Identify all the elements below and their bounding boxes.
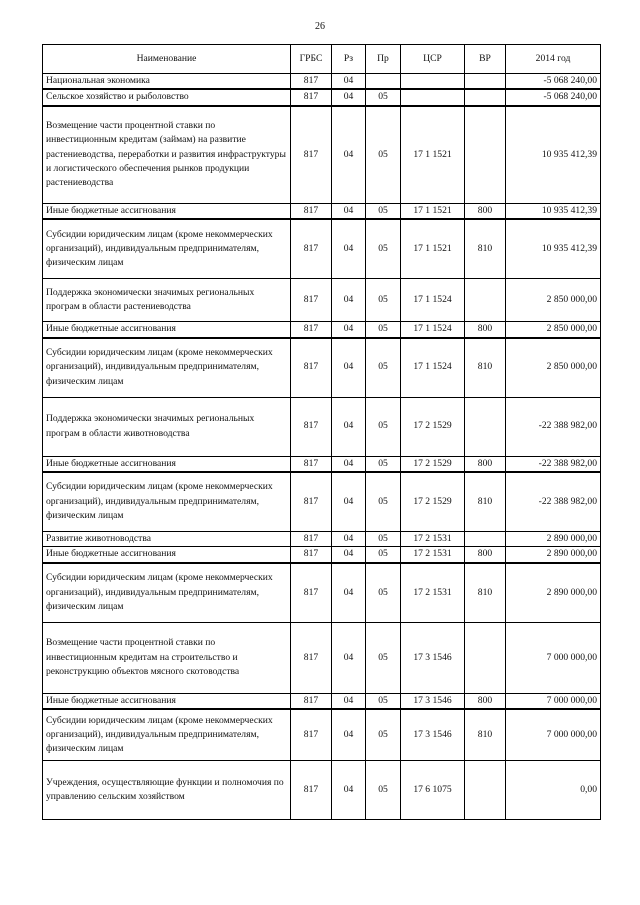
cell-name: Сельское хозяйство и рыболовство	[43, 89, 291, 105]
cell-pr: 05	[366, 203, 401, 219]
table-header-row	[43, 45, 601, 74]
cell-csr: 17 2 1531	[401, 563, 465, 623]
cell-vr	[465, 89, 506, 105]
table-row	[43, 563, 601, 623]
cell-grbs: 817	[291, 709, 332, 761]
table-row	[43, 279, 601, 322]
cell-name: Субсидии юридическим лицам (кроме некоммерческих организаций), индивидуальным предпринимателям, физическим лицам	[43, 563, 291, 623]
cell-rz: 04	[332, 219, 366, 279]
table-row	[43, 397, 601, 456]
cell-vr: 810	[465, 219, 506, 279]
cell-pr: 05	[366, 89, 401, 105]
cell-grbs: 817	[291, 74, 332, 90]
cell-name: Национальная экономика	[43, 74, 291, 90]
cell-pr: 05	[366, 322, 401, 338]
cell-grbs: 817	[291, 472, 332, 532]
cell-grbs: 817	[291, 563, 332, 623]
cell-amount: 10 935 412,39	[506, 106, 601, 204]
cell-csr: 17 1 1524	[401, 322, 465, 338]
cell-grbs: 817	[291, 622, 332, 693]
table-row	[43, 203, 601, 219]
cell-rz: 04	[332, 472, 366, 532]
cell-csr: 17 2 1531	[401, 547, 465, 563]
cell-amount: -5 068 240,00	[506, 89, 601, 105]
header-csr: ЦСР	[401, 45, 465, 74]
cell-vr: 800	[465, 322, 506, 338]
cell-grbs: 817	[291, 203, 332, 219]
cell-amount: 7 000 000,00	[506, 693, 601, 709]
cell-pr: 05	[366, 338, 401, 398]
cell-rz: 04	[332, 709, 366, 761]
cell-csr: 17 2 1529	[401, 472, 465, 532]
cell-amount: -22 388 982,00	[506, 397, 601, 456]
cell-amount: -22 388 982,00	[506, 472, 601, 532]
cell-pr: 05	[366, 532, 401, 547]
header-vr: ВР	[465, 45, 506, 74]
cell-vr	[465, 279, 506, 322]
cell-amount: 2 850 000,00	[506, 322, 601, 338]
table-row	[43, 693, 601, 709]
cell-name: Субсидии юридическим лицам (кроме некоммерческих организаций), индивидуальным предпринимателям, физическим лицам	[43, 338, 291, 398]
cell-amount: 0,00	[506, 761, 601, 820]
table-row	[43, 106, 601, 204]
cell-amount: 7 000 000,00	[506, 622, 601, 693]
cell-name: Иные бюджетные ассигнования	[43, 693, 291, 709]
cell-grbs: 817	[291, 693, 332, 709]
cell-vr: 800	[465, 693, 506, 709]
budget-table	[42, 44, 601, 820]
cell-pr: 05	[366, 106, 401, 204]
cell-amount: -22 388 982,00	[506, 456, 601, 472]
cell-pr: 05	[366, 397, 401, 456]
cell-grbs: 817	[291, 106, 332, 204]
cell-grbs: 817	[291, 456, 332, 472]
cell-amount: 2 850 000,00	[506, 279, 601, 322]
cell-rz: 04	[332, 203, 366, 219]
cell-vr: 800	[465, 547, 506, 563]
cell-csr: 17 2 1531	[401, 532, 465, 547]
cell-rz: 04	[332, 532, 366, 547]
cell-amount: -5 068 240,00	[506, 74, 601, 90]
cell-vr	[465, 74, 506, 90]
table-row	[43, 532, 601, 547]
header-pr: Пр	[366, 45, 401, 74]
cell-rz: 04	[332, 456, 366, 472]
cell-grbs: 817	[291, 761, 332, 820]
cell-vr	[465, 761, 506, 820]
cell-amount: 10 935 412,39	[506, 203, 601, 219]
table-row	[43, 472, 601, 532]
table-row	[43, 622, 601, 693]
cell-name: Поддержка экономически значимых региональных програм в области растениеводства	[43, 279, 291, 322]
table-row	[43, 322, 601, 338]
cell-vr	[465, 397, 506, 456]
cell-grbs: 817	[291, 89, 332, 105]
cell-rz: 04	[332, 279, 366, 322]
cell-amount: 7 000 000,00	[506, 709, 601, 761]
cell-vr	[465, 106, 506, 204]
cell-vr	[465, 622, 506, 693]
cell-vr: 810	[465, 563, 506, 623]
cell-rz: 04	[332, 622, 366, 693]
cell-rz: 04	[332, 106, 366, 204]
cell-vr: 810	[465, 709, 506, 761]
cell-grbs: 817	[291, 547, 332, 563]
cell-csr: 17 1 1524	[401, 279, 465, 322]
cell-name: Субсидии юридическим лицам (кроме некоммерческих организаций), индивидуальным предпринимателям, физическим лицам	[43, 219, 291, 279]
cell-pr: 05	[366, 219, 401, 279]
cell-name: Субсидии юридическим лицам (кроме некоммерческих организаций), индивидуальным предпринимателям, физическим лицам	[43, 709, 291, 761]
table-row	[43, 89, 601, 105]
cell-vr: 810	[465, 472, 506, 532]
cell-name: Возмещение части процентной ставки по инвестиционным кредитам на строительство и реконструкцию объектов мясного скотоводства	[43, 622, 291, 693]
cell-csr: 17 2 1529	[401, 456, 465, 472]
page-number: 26	[315, 21, 325, 32]
cell-rz: 04	[332, 397, 366, 456]
header-name: Наименование	[43, 45, 291, 74]
table-row	[43, 456, 601, 472]
cell-name: Иные бюджетные ассигнования	[43, 203, 291, 219]
header-grbs: ГРБС	[291, 45, 332, 74]
cell-pr: 05	[366, 761, 401, 820]
cell-pr	[366, 74, 401, 90]
cell-amount: 10 935 412,39	[506, 219, 601, 279]
cell-csr: 17 2 1529	[401, 397, 465, 456]
cell-rz: 04	[332, 89, 366, 105]
table-row	[43, 338, 601, 398]
cell-pr: 05	[366, 563, 401, 623]
cell-csr: 17 1 1521	[401, 219, 465, 279]
cell-rz: 04	[332, 547, 366, 563]
cell-name: Иные бюджетные ассигнования	[43, 456, 291, 472]
cell-name: Развитие животноводства	[43, 532, 291, 547]
cell-pr: 05	[366, 456, 401, 472]
cell-csr	[401, 89, 465, 105]
cell-csr: 17 3 1546	[401, 709, 465, 761]
cell-name: Учреждения, осуществляющие функции и полномочия по управлению сельским хозяйством	[43, 761, 291, 820]
cell-pr: 05	[366, 693, 401, 709]
cell-amount: 2 890 000,00	[506, 547, 601, 563]
cell-vr	[465, 532, 506, 547]
cell-name: Субсидии юридическим лицам (кроме некоммерческих организаций), индивидуальным предпринимателям, физическим лицам	[43, 472, 291, 532]
table-row	[43, 219, 601, 279]
cell-pr: 05	[366, 547, 401, 563]
cell-amount: 2 850 000,00	[506, 338, 601, 398]
cell-vr: 800	[465, 203, 506, 219]
cell-rz: 04	[332, 693, 366, 709]
cell-grbs: 817	[291, 338, 332, 398]
header-amount: 2014 год	[506, 45, 601, 74]
table-row	[43, 74, 601, 90]
cell-csr: 17 3 1546	[401, 693, 465, 709]
cell-grbs: 817	[291, 397, 332, 456]
cell-grbs: 817	[291, 322, 332, 338]
cell-csr: 17 1 1521	[401, 203, 465, 219]
cell-rz: 04	[332, 74, 366, 90]
cell-pr: 05	[366, 709, 401, 761]
cell-rz: 04	[332, 322, 366, 338]
table-row	[43, 761, 601, 820]
cell-amount: 2 890 000,00	[506, 563, 601, 623]
cell-name: Возмещение части процентной ставки по инвестиционным кредитам (займам) на развитие растениеводства, переработки и развития инфраструктуры и логистического обеспечения рынков продукции растениеводства	[43, 106, 291, 204]
cell-name: Поддержка экономически значимых региональных програм в области животноводства	[43, 397, 291, 456]
cell-rz: 04	[332, 761, 366, 820]
cell-grbs: 817	[291, 532, 332, 547]
cell-pr: 05	[366, 279, 401, 322]
cell-name: Иные бюджетные ассигнования	[43, 547, 291, 563]
cell-rz: 04	[332, 338, 366, 398]
cell-vr: 810	[465, 338, 506, 398]
cell-vr: 800	[465, 456, 506, 472]
table-row	[43, 709, 601, 761]
cell-grbs: 817	[291, 279, 332, 322]
cell-csr	[401, 74, 465, 90]
cell-csr: 17 1 1521	[401, 106, 465, 204]
cell-csr: 17 6 1075	[401, 761, 465, 820]
cell-pr: 05	[366, 622, 401, 693]
cell-csr: 17 3 1546	[401, 622, 465, 693]
cell-amount: 2 890 000,00	[506, 532, 601, 547]
cell-grbs: 817	[291, 219, 332, 279]
header-rz: Рз	[332, 45, 366, 74]
cell-rz: 04	[332, 563, 366, 623]
cell-name: Иные бюджетные ассигнования	[43, 322, 291, 338]
table-row	[43, 547, 601, 563]
cell-csr: 17 1 1524	[401, 338, 465, 398]
cell-pr: 05	[366, 472, 401, 532]
